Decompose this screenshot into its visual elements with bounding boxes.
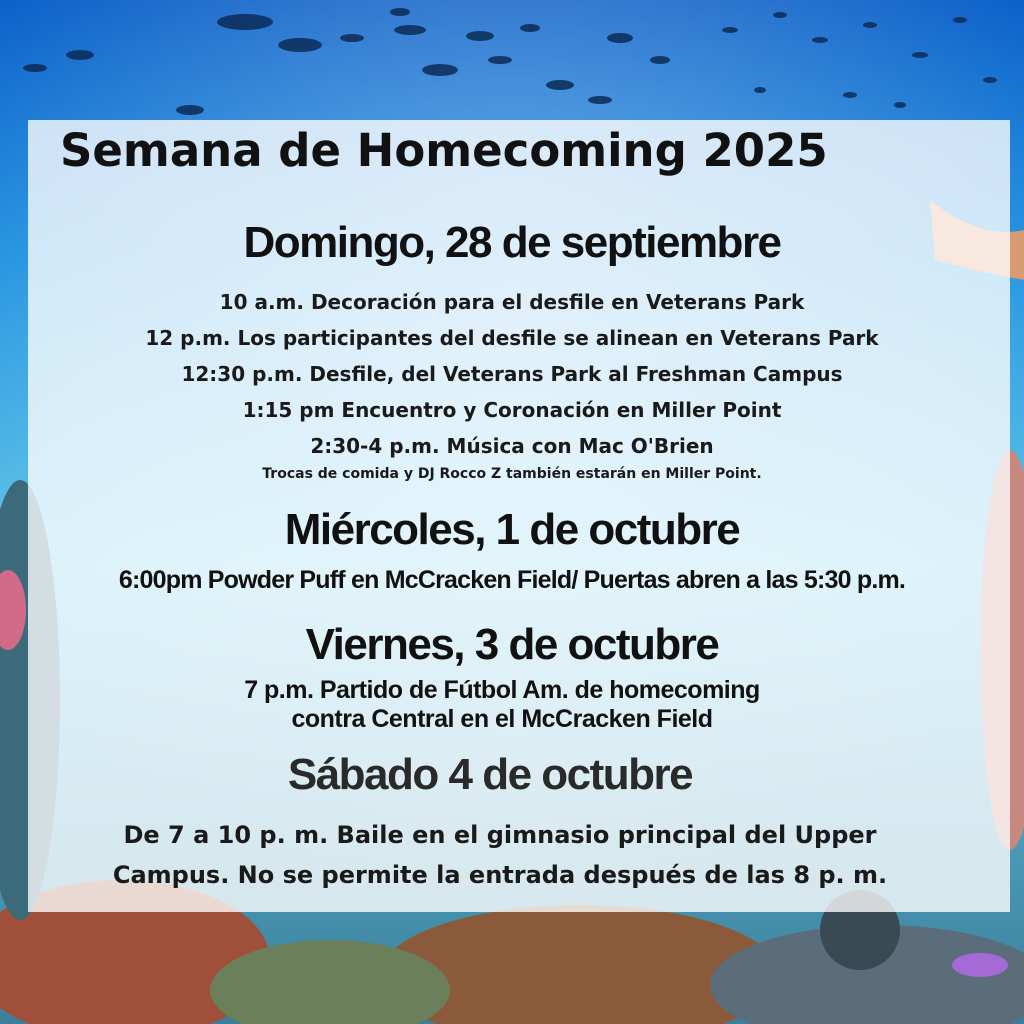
page-title: Semana de Homecoming 2025 (60, 124, 828, 177)
event-sunday-note: Trocas de comida y DJ Rocco Z también estarán en Miller Point. (262, 466, 762, 482)
event-sunday-1: 10 a.m. Decoración para el desfile en Veterans Park (219, 290, 805, 314)
event-sunday-3: 12:30 p.m. Desfile, del Veterans Park al Freshman Campus (181, 362, 843, 386)
event-saturday-2: Campus. No se permite la entrada después de las 8 p. m. (112, 861, 888, 889)
event-saturday-1: De 7 a 10 p. m. Baile en el gimnasio principal del Upper (123, 821, 877, 849)
event-friday-2: contra Central en el McCracken Field (291, 705, 713, 733)
event-wednesday-1: 6:00pm Powder Puff en McCracken Field/ Puertas abren a las 5:30 p.m. (118, 566, 906, 594)
day-heading-sunday: Domingo, 28 de septiembre (243, 218, 781, 267)
event-sunday-5: 2:30-4 p.m. Música con Mac O'Brien (310, 434, 714, 458)
event-friday-1: 7 p.m. Partido de Fútbol Am. de homecoming (244, 676, 760, 704)
event-sunday-2: 12 p.m. Los participantes del desfile se alinean en Veterans Park (145, 326, 879, 350)
day-heading-saturday: Sábado 4 de octubre (287, 750, 693, 799)
day-heading-wednesday: Miércoles, 1 de octubre (284, 505, 740, 554)
event-sunday-4: 1:15 pm Encuentro y Coronación en Miller Point (242, 398, 782, 422)
day-heading-friday: Viernes, 3 de octubre (305, 620, 719, 669)
